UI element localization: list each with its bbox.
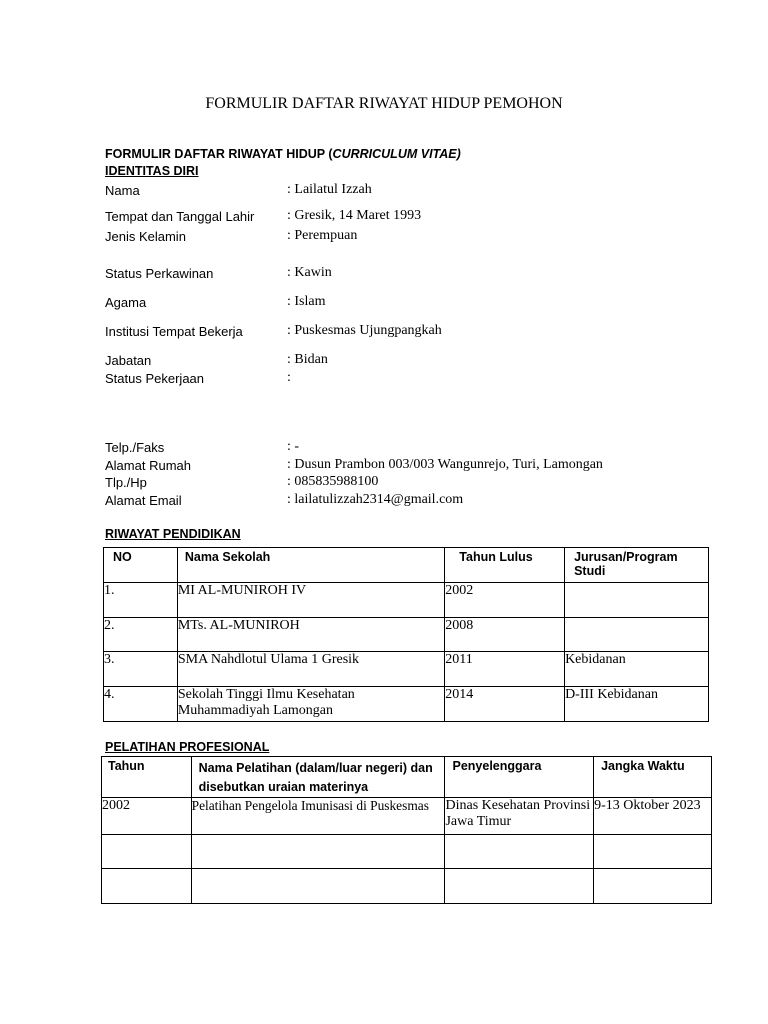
training-cell-duration xyxy=(594,835,712,869)
identity-label-position: Jabatan xyxy=(105,353,152,368)
training-cell-year xyxy=(102,835,192,869)
identity-label-birth: Tempat dan Tanggal Lahir xyxy=(105,209,255,224)
identity-label-mobile: Tlp./Hp xyxy=(105,475,147,490)
education-cell-no: 3. xyxy=(104,652,178,687)
training-header-name: Nama Pelatihan (dalam/luar negeri) dan disebutkan uraian materinya xyxy=(191,757,445,798)
training-heading: PELATIHAN PROFESIONAL xyxy=(105,740,270,754)
education-cell-school: Sekolah Tinggi Ilmu Kesehatan Muhammadiyah Lamongan xyxy=(177,687,444,722)
education-header-row xyxy=(104,548,709,583)
education-header-no: NO xyxy=(104,548,178,583)
education-cell-school: SMA Nahdlotul Ulama 1 Gresik xyxy=(177,652,444,687)
training-table xyxy=(101,756,712,904)
education-header-major: Jurusan/Program Studi xyxy=(565,548,709,583)
education-header-school: Nama Sekolah xyxy=(177,548,444,583)
form-subtitle-italic: CURRICULUM VITAE) xyxy=(332,147,461,161)
identity-value-employment: : xyxy=(287,370,291,385)
education-cell-year: 2008 xyxy=(445,618,565,652)
education-cell-no: 4. xyxy=(104,687,178,722)
education-cell-major: D-III Kebidanan xyxy=(565,687,709,722)
education-cell-year: 2014 xyxy=(445,687,565,722)
education-cell-major xyxy=(565,583,709,618)
training-header-duration: Jangka Waktu xyxy=(594,757,712,798)
identity-value-mobile: : 085835988100 xyxy=(287,474,379,489)
identity-label-email: Alamat Email xyxy=(105,493,182,508)
identity-label-name: Nama xyxy=(105,183,140,198)
document-title: FORMULIR DAFTAR RIWAYAT HIDUP PEMOHON xyxy=(205,95,563,112)
training-cell-year: 2002 xyxy=(102,798,192,835)
identity-label-religion: Agama xyxy=(105,295,147,310)
identity-label-address: Alamat Rumah xyxy=(105,458,191,473)
identity-value-phone-fax: : - xyxy=(287,439,300,454)
education-cell-school: MI AL-MUNIROH IV xyxy=(177,583,444,618)
training-cell-organizer xyxy=(445,869,594,904)
education-table xyxy=(103,547,709,722)
identity-value-address: : Dusun Prambon 003/003 Wangunrejo, Turi, Lamongan xyxy=(287,457,603,472)
training-header-year: Tahun xyxy=(102,757,192,798)
education-header-year: Tahun Lulus xyxy=(445,548,565,583)
training-cell-duration: 9-13 Oktober 2023 xyxy=(594,798,712,835)
identity-label-phone-fax: Telp./Faks xyxy=(105,440,165,455)
identity-value-position: : Bidan xyxy=(287,352,328,367)
training-header-row xyxy=(102,757,712,798)
training-cell-name xyxy=(191,869,445,904)
identity-value-gender: : Perempuan xyxy=(287,228,358,243)
table-row xyxy=(102,869,712,904)
education-cell-no: 2. xyxy=(104,618,178,652)
identity-label-marital: Status Perkawinan xyxy=(105,266,214,281)
education-cell-major xyxy=(565,618,709,652)
form-subtitle xyxy=(105,147,461,161)
identity-value-religion: : Islam xyxy=(287,294,326,309)
training-cell-name: Pelatihan Pengelola Imunisasi di Puskesmas xyxy=(191,798,445,835)
table-row xyxy=(102,835,712,869)
training-cell-year xyxy=(102,869,192,904)
training-cell-organizer xyxy=(445,835,594,869)
training-cell-name xyxy=(191,835,445,869)
table-row xyxy=(104,618,709,652)
education-cell-school: MTs. AL-MUNIROH xyxy=(177,618,444,652)
identity-value-marital: : Kawin xyxy=(287,265,332,280)
education-heading: RIWAYAT PENDIDIKAN xyxy=(105,527,241,541)
training-cell-organizer: Dinas Kesehatan Provinsi Jawa Timur xyxy=(445,798,594,835)
education-cell-major: Kebidanan xyxy=(565,652,709,687)
education-cell-year: 2011 xyxy=(445,652,565,687)
education-cell-no: 1. xyxy=(104,583,178,618)
identity-value-name: : Lailatul Izzah xyxy=(287,182,372,197)
form-subtitle-text: FORMULIR DAFTAR RIWAYAT HIDUP ( xyxy=(105,147,333,161)
table-row xyxy=(102,798,712,835)
identity-heading: IDENTITAS DIRI xyxy=(105,164,199,178)
identity-label-employment: Status Pekerjaan xyxy=(105,371,205,386)
table-row xyxy=(104,687,709,722)
table-row xyxy=(104,583,709,618)
training-header-organizer: Penyelenggara xyxy=(445,757,594,798)
identity-value-email: : lailatulizzah2314@gmail.com xyxy=(287,492,464,507)
identity-label-workplace: Institusi Tempat Bekerja xyxy=(105,324,243,339)
identity-value-workplace: : Puskesmas Ujungpangkah xyxy=(287,323,442,338)
education-cell-year: 2002 xyxy=(445,583,565,618)
training-cell-duration xyxy=(594,869,712,904)
identity-label-gender: Jenis Kelamin xyxy=(105,229,186,244)
table-row xyxy=(104,652,709,687)
identity-value-birth: : Gresik, 14 Maret 1993 xyxy=(287,208,422,223)
